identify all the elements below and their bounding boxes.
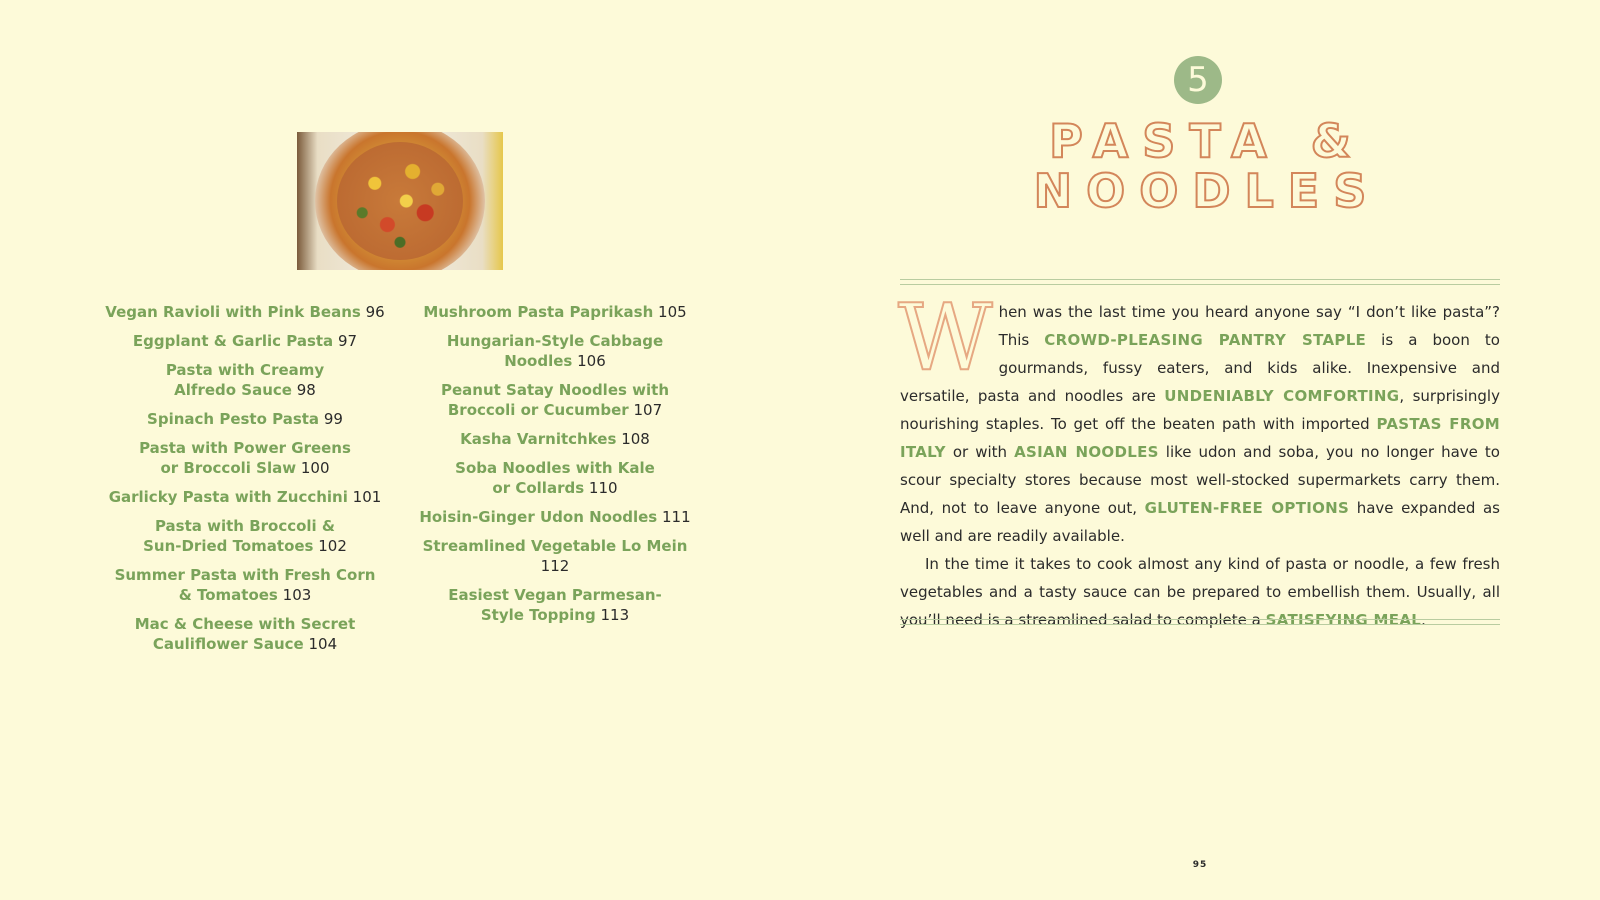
toc-entry-title: Pasta with Broccoli & [154, 517, 336, 535]
toc-entry-title: Cauliflower Sauce [152, 635, 304, 653]
toc-entry-title: Mac & Cheese with Secret [134, 615, 356, 633]
toc-entry-title: Hoisin-Ginger Udon Noodles [419, 508, 658, 526]
toc-entry[interactable] [415, 331, 695, 371]
toc-entry[interactable] [415, 380, 695, 420]
toc-entry[interactable] [105, 331, 385, 351]
toc-entry-page: 106 [577, 352, 606, 370]
toc-entry-title: Alfredo Sauce [174, 381, 292, 399]
toc-entry-page: 110 [588, 479, 618, 497]
toc-entry-page: 100 [300, 459, 330, 477]
toc-entry[interactable] [415, 458, 695, 498]
pasta-bowl-image [315, 132, 485, 270]
toc-entry[interactable] [105, 487, 385, 507]
toc-entry-title: Mushroom Pasta Paprikash [423, 303, 654, 321]
toc-entry[interactable] [415, 585, 695, 625]
toc-entry-title: Pasta with Power Greens [139, 439, 351, 457]
toc-entry-title: Easiest Vegan Parmesan- [448, 586, 662, 604]
toc-entry-title: Vegan Ravioli with Pink Beans [105, 303, 361, 321]
toc-entry-page: 104 [308, 635, 338, 653]
toc-entry-page: 98 [296, 381, 316, 399]
toc-entry[interactable] [415, 536, 695, 576]
body-text-run: , surprisingly nourishing staples. To get off the beaten path with imported [900, 387, 1500, 433]
toc-entry-page: 113 [600, 606, 630, 624]
toc-entry-title: Sun-Dried Tomatoes [143, 537, 314, 555]
toc-column-2 [415, 302, 695, 634]
highlight-phrase: UNDENIABLY COMFORTING [1164, 387, 1400, 405]
toc-entry-page: 97 [337, 332, 358, 350]
chapter-intro [898, 284, 1500, 634]
toc-entry-page: 103 [282, 586, 312, 604]
toc-entry-page: 102 [318, 537, 347, 555]
toc-entry-title: or Collards [492, 479, 585, 497]
highlight-phrase: SATISFYING MEAL [1265, 611, 1422, 629]
toc-entry-title: Spinach Pesto Pasta [147, 410, 320, 428]
toc-entry-page: 107 [633, 401, 663, 419]
toc-entry-title: Summer Pasta with Fresh Corn [114, 566, 376, 584]
body-text-run: In the time it takes to cook almost any kind of pasta or noodle, a few fresh vegetables and a tasty sauce can be prepared to embellish them. Usually, all you’ll need is a streamlined salad to complete a [900, 555, 1500, 629]
toc-entry-page: 111 [662, 508, 691, 526]
intro-paragraph-1 [898, 284, 1500, 550]
body-text-run: is a boon to gourmands, fussy eaters, and kids alike. Inexpensive and versatile, pasta and noodles are [900, 331, 1500, 405]
toc-entry[interactable] [105, 360, 385, 400]
toc-entry-title: Noodles [504, 352, 573, 370]
chapter-title [1000, 116, 1400, 216]
page-number: 95 [1192, 860, 1208, 870]
body-text-run: hen was the last time you heard anyone say “I don’t like pasta”? This [998, 303, 1500, 349]
body-text-run: . [1421, 611, 1426, 629]
toc-entry-title: Hungarian-Style Cabbage [446, 332, 664, 350]
toc-entry[interactable] [105, 565, 385, 605]
chapter-number-badge: 5 [1174, 56, 1222, 104]
pasta-photo [297, 132, 503, 270]
highlight-phrase: ASIAN NOODLES [1014, 443, 1159, 461]
toc-entry[interactable] [105, 438, 385, 478]
chapter-title-line-2: NOODLES [1033, 164, 1381, 218]
toc-column-1 [105, 302, 385, 663]
toc-entry-title: Eggplant & Garlic Pasta [132, 332, 334, 350]
toc-entry-page: 99 [323, 410, 343, 428]
toc-entry-title: & Tomatoes [178, 586, 278, 604]
toc-entry[interactable] [105, 614, 385, 654]
toc-entry-title: Broccoli or Cucumber [447, 401, 629, 419]
toc-entry-title: Garlicky Pasta with Zucchini [108, 488, 348, 506]
bottom-divider [900, 619, 1500, 625]
toc-entry-page: 101 [352, 488, 382, 506]
body-text-run: or with [945, 443, 1015, 461]
toc-entry[interactable] [105, 516, 385, 556]
body-text-run: have expanded as well and are readily available. [900, 499, 1500, 545]
drop-cap: W [898, 284, 993, 391]
toc-entry[interactable] [415, 302, 695, 322]
toc-entry-title: Pasta with Creamy [165, 361, 325, 379]
body-text-run: like udon and soba, you no longer have to scour specialty stores because most well-stocked supermarkets carry them. And, not to leave anyone out, [900, 443, 1500, 517]
toc-entry-title: or Broccoli Slaw [160, 459, 297, 477]
toc-entry-page: 112 [540, 557, 570, 575]
toc-entry-page: 105 [658, 303, 687, 321]
toc-entry-page: 108 [621, 430, 650, 448]
highlight-phrase: PASTAS FROM ITALY [900, 415, 1500, 461]
toc-entry-title: Kasha Varnitchkes [460, 430, 617, 448]
toc-entry-page: 96 [365, 303, 385, 321]
toc-entry[interactable] [105, 409, 385, 429]
highlight-phrase: CROWD-PLEASING PANTRY STAPLE [1044, 331, 1367, 349]
toc-entry-title: Streamlined Vegetable Lo Mein [422, 537, 688, 555]
toc-entry[interactable] [105, 302, 385, 322]
toc-entry-title: Peanut Satay Noodles with [440, 381, 669, 399]
toc-entry[interactable] [415, 507, 695, 527]
toc-entry-title: Style Topping [480, 606, 596, 624]
highlight-phrase: GLUTEN-FREE OPTIONS [1144, 499, 1350, 517]
toc-entry-title: Soba Noodles with Kale [455, 459, 655, 477]
chapter-title-line-1: PASTA & [1049, 114, 1365, 168]
toc-entry[interactable] [415, 429, 695, 449]
